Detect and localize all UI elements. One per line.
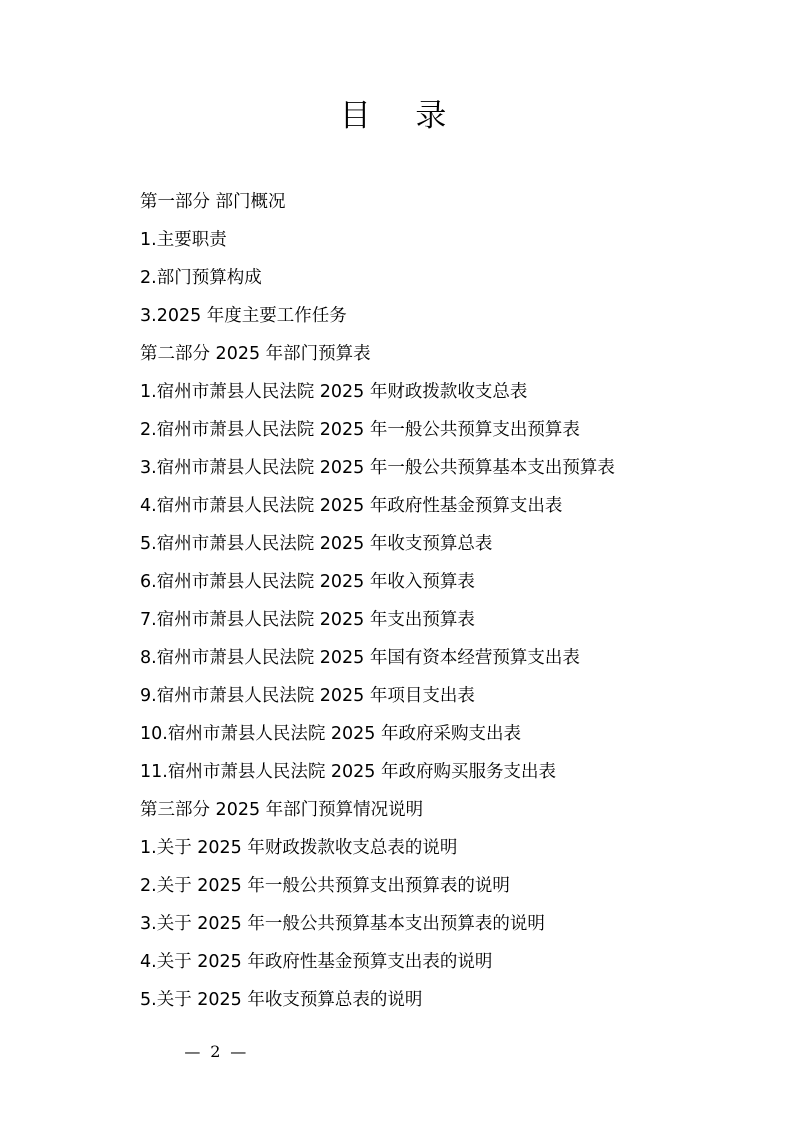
toc-entry: 6.宿州市萧县人民法院 2025 年收入预算表 <box>140 572 475 592</box>
toc-entry: 3.2025 年度主要工作任务 <box>140 306 347 326</box>
page-footer <box>0 1042 793 1061</box>
toc-entry: 2.关于 2025 年一般公共预算支出预算表的说明 <box>140 876 510 896</box>
toc-entry: 第一部分 部门概况 <box>140 192 286 212</box>
toc-entry: 8.宿州市萧县人民法院 2025 年国有资本经营预算支出表 <box>140 648 580 668</box>
toc-entry: 7.宿州市萧县人民法院 2025 年支出预算表 <box>140 610 475 630</box>
toc-entry: 10.宿州市萧县人民法院 2025 年政府采购支出表 <box>140 724 521 744</box>
toc-entry: 1.主要职责 <box>140 230 227 250</box>
toc-entry: 2.宿州市萧县人民法院 2025 年一般公共预算支出预算表 <box>140 420 580 440</box>
toc-entry: 第三部分 2025 年部门预算情况说明 <box>140 800 424 820</box>
toc-entry: 9.宿州市萧县人民法院 2025 年项目支出表 <box>140 686 475 706</box>
toc-entry: 5.关于 2025 年收支预算总表的说明 <box>140 990 423 1010</box>
toc-entry: 1.关于 2025 年财政拨款收支总表的说明 <box>140 838 458 858</box>
table-of-contents <box>0 183 793 1019</box>
page-number: — 2 — <box>184 1042 249 1061</box>
toc-entry: 4.关于 2025 年政府性基金预算支出表的说明 <box>140 952 493 972</box>
toc-entry: 第二部分 2025 年部门预算表 <box>140 344 371 364</box>
toc-entry: 2.部门预算构成 <box>140 268 262 288</box>
toc-entry: 1.宿州市萧县人民法院 2025 年财政拨款收支总表 <box>140 382 528 402</box>
toc-entry: 11.宿州市萧县人民法院 2025 年政府购买服务支出表 <box>140 762 556 782</box>
toc-entry: 3.宿州市萧县人民法院 2025 年一般公共预算基本支出预算表 <box>140 458 615 478</box>
toc-entry: 5.宿州市萧县人民法院 2025 年收支预算总表 <box>140 534 493 554</box>
toc-entry: 3.关于 2025 年一般公共预算基本支出预算表的说明 <box>140 914 545 934</box>
toc-entry: 4.宿州市萧县人民法院 2025 年政府性基金预算支出表 <box>140 496 563 516</box>
page-title: 目 录 <box>339 98 454 134</box>
